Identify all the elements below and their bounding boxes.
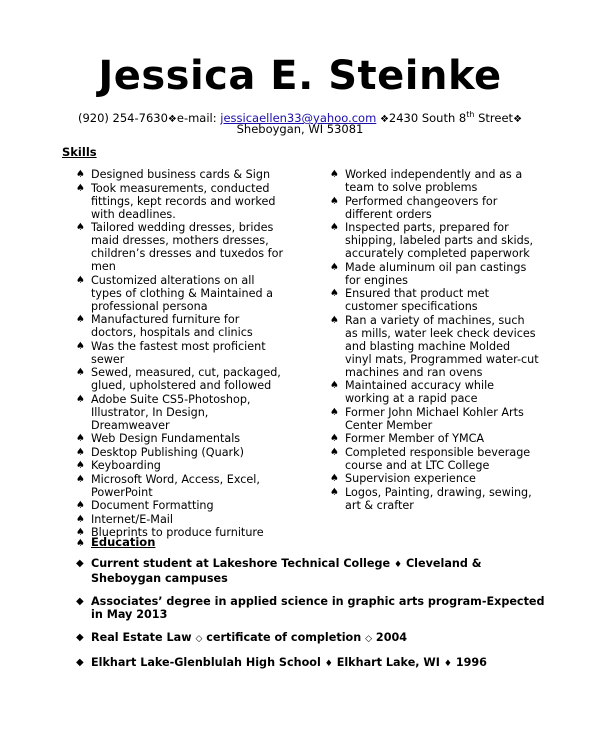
skills-list-left [76, 168, 288, 540]
spade-bullet-icon: ♠ [76, 527, 85, 538]
ornament-icon: ❖ [513, 113, 523, 125]
education-heading-label: Education [91, 535, 156, 549]
skills-list-right [330, 168, 540, 512]
diamond-bullet-icon: ◆ [76, 596, 84, 607]
list-item: ♠ Worked independently and as a team to solve problems [330, 168, 523, 194]
list-item: ♠ Took measurements, conducted fittings, kept records and worked with deadlines. [76, 181, 276, 221]
spade-bullet-icon: ♠ [330, 261, 339, 273]
diamond-outline-separator-icon: ◇ [195, 634, 203, 644]
list-item: ♠ Customized alterations on all types of clothing & Maintained a professional persona [76, 273, 273, 313]
list-item: ♠ Was the fastest most proficient sewer [76, 339, 266, 366]
list-item: ♠ Maintained accuracy while working at a rapid pace [330, 379, 495, 405]
spade-bullet-icon: ♠ [330, 486, 339, 498]
spade-bullet-icon: ♠ [76, 367, 85, 378]
ornament-icon: ❖ [379, 113, 389, 125]
spade-bullet-icon: ♠ [76, 446, 85, 458]
spade-bullet-icon: ♠ [330, 169, 339, 180]
list-item: ♠ Completed responsible beverage course and at LTC College [330, 445, 531, 472]
spade-bullet-icon: ♠ [76, 222, 85, 233]
spade-bullet-icon: ♠ [330, 288, 339, 299]
list-item: ◆ Real Estate Law ◇ certificate of completion ◇ 2004 [76, 631, 408, 644]
diamond-bullet-icon: ◆ [76, 558, 84, 569]
list-item: ♠ Performed changeovers for different orders [330, 194, 498, 221]
list-item: ♠ Web Design Fundamentals [76, 432, 241, 445]
education-list [76, 557, 546, 671]
diamond-bullet-icon: ◆ [76, 632, 84, 643]
list-item: ♠ Microsoft Word, Access, Excel, PowerPoint [76, 472, 260, 499]
diamond-separator-icon: ♦ [393, 560, 403, 570]
list-item: ♠ Internet/E-Mail [76, 512, 174, 526]
list-item: ◆ Current student at Lakeshore Technical College ♦ Cleveland & Sheboygan campuses [76, 557, 482, 585]
spade-bullet-icon: ♠ [76, 538, 85, 549]
street-suffix: Street [474, 110, 514, 125]
list-item: ♠ Keyboarding [76, 459, 161, 472]
resume-name: Jessica E. Steinke [98, 53, 502, 99]
list-item: ♠ Logos, Painting, drawing, sewing, art & crafter [330, 485, 532, 512]
diamond-separator-icon: ♦ [443, 659, 452, 669]
spade-bullet-icon: ♠ [330, 406, 339, 418]
list-item: ♠ Sewed, measured, cut, packaged, glued, upholstered and followed [76, 366, 281, 392]
list-item: ♠ Tailored wedding dresses, brides maid dresses, mothers dresses, children’s dresses and tuxedos for men [76, 221, 284, 273]
spade-bullet-icon: ♠ [330, 433, 339, 444]
list-item: ♠ Former John Michael Kohler Arts Center Member [330, 405, 524, 432]
education-heading [76, 535, 155, 551]
spade-bullet-icon: ♠ [76, 473, 85, 485]
spade-bullet-icon: ♠ [76, 274, 85, 286]
diamond-separator-icon: ♦ [324, 659, 333, 669]
list-item: ♠ Inspected parts, prepared for shipping, labeled parts and skids, accurately completed paperwork [330, 221, 534, 260]
spade-bullet-icon: ♠ [76, 340, 85, 352]
spade-bullet-icon: ♠ [76, 460, 85, 471]
phone-number: (920) 254-7630 [77, 110, 168, 125]
list-item: ♠ Desktop Publishing (Quark) [76, 445, 244, 459]
spade-bullet-icon: ♠ [76, 169, 85, 180]
list-item: ♠ Adobe Suite CS5-Photoshop, Illustrator, In Design, Dreamweaver [76, 392, 251, 432]
spade-bullet-icon: ♠ [330, 314, 339, 326]
list-item: ♠ Blueprints to produce furniture [76, 526, 264, 539]
list-item: ♠ Ran a variety of machines, such as mills, water leek check devices and blasting machine Molded vinyl mats, Programmed water-cut machines and ran ovens [330, 313, 539, 379]
diamond-bullet-icon: ◆ [76, 657, 84, 668]
spade-bullet-icon: ♠ [330, 222, 339, 233]
spade-bullet-icon: ♠ [76, 314, 85, 325]
list-item: ♠ Manufactured furniture for doctors, hospitals and clinics [76, 313, 253, 339]
spade-bullet-icon: ♠ [76, 393, 85, 405]
email-link[interactable]: jessicaellen33@yahoo.com [220, 110, 377, 125]
spade-bullet-icon: ♠ [76, 513, 85, 525]
street-ordinal: th [466, 110, 475, 119]
list-item: ◆ Associates’ degree in applied science in graphic arts program-Expected in May 2013 [76, 595, 545, 621]
spade-bullet-icon: ♠ [330, 380, 339, 391]
city-line: Sheboygan, WI 53081 [236, 122, 364, 136]
list-item: ◆ Elkhart Lake-Glenblulah High School ♦ Elkhart Lake, WI ♦ 1996 [76, 656, 487, 669]
skills-heading: Skills [62, 145, 97, 159]
spade-bullet-icon: ♠ [330, 446, 339, 458]
ornament-icon: ❖ [167, 113, 177, 125]
list-item: ♠ Supervision experience [330, 472, 476, 485]
street-address: 2430 South 8 [388, 110, 467, 125]
email-label: e-mail: [176, 110, 221, 125]
list-item: ♠ Ensured that product met customer specifications [330, 287, 490, 313]
spade-bullet-icon: ♠ [76, 500, 85, 511]
spade-bullet-icon: ♠ [330, 195, 339, 207]
spade-bullet-icon: ♠ [76, 433, 85, 444]
list-item: ♠ Former Member of YMCA [330, 432, 485, 445]
list-item: ♠ Designed business cards & Sign [76, 168, 271, 181]
list-item: ♠ Document Formatting [76, 499, 214, 512]
diamond-outline-separator-icon: ◇ [365, 634, 373, 644]
spade-bullet-icon: ♠ [330, 473, 339, 484]
spade-bullet-icon: ♠ [76, 182, 85, 194]
list-item: ♠ Made aluminum oil pan castings for engines [330, 260, 527, 287]
